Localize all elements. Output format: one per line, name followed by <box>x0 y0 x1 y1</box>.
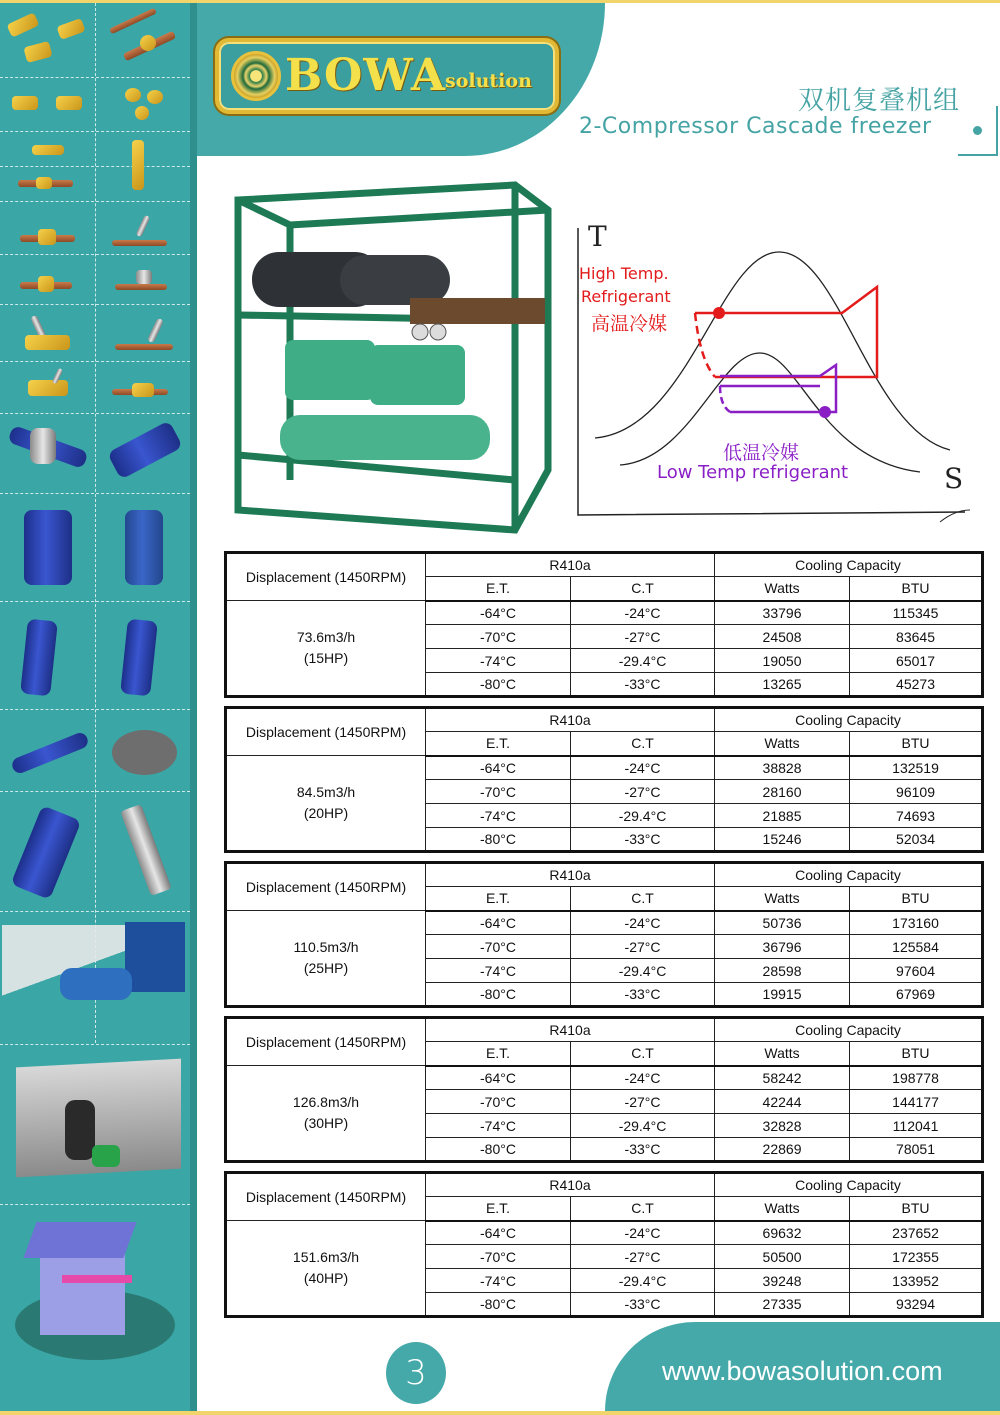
btu-cell: 112041 <box>850 1114 983 1138</box>
ct-cell: -24°C <box>571 1066 715 1090</box>
et-cell: -80°C <box>426 1293 571 1317</box>
btu-cell: 52034 <box>850 828 983 852</box>
container-roof-icon <box>23 1222 136 1258</box>
watts-cell: 33796 <box>715 601 850 625</box>
watts-cell: 19915 <box>715 983 850 1007</box>
page-number-badge: 3 <box>386 1342 446 1404</box>
table-row <box>226 1221 983 1245</box>
sight-glass-cap-icon <box>147 90 163 104</box>
table-row <box>226 601 983 625</box>
et-cell: -70°C <box>426 935 571 959</box>
et-header: E.T. <box>426 1197 571 1221</box>
btu-cell: 96109 <box>850 780 983 804</box>
btu-cell: 237652 <box>850 1221 983 1245</box>
ct-cell: -24°C <box>571 911 715 935</box>
et-cell: -74°C <box>426 1269 571 1293</box>
model-displacement: 110.5m3/h <box>293 939 359 955</box>
et-cell: -64°C <box>426 911 571 935</box>
et-cell: -64°C <box>426 1221 571 1245</box>
btu-header: BTU <box>850 1042 983 1066</box>
displacement-header: Displacement (1450RPM) <box>226 863 426 911</box>
website-link[interactable]: www.bowasolution.com <box>662 1356 943 1386</box>
model-hp: (40HP) <box>303 1270 349 1286</box>
btu-cell: 83645 <box>850 625 983 649</box>
watts-cell: 42244 <box>715 1090 850 1114</box>
et-cell: -74°C <box>426 804 571 828</box>
btu-cell: 125584 <box>850 935 983 959</box>
logo-text: BOWA <box>285 50 447 101</box>
copper-pipe-icon <box>115 344 173 350</box>
ct-cell: -27°C <box>571 935 715 959</box>
sidebar-row <box>0 132 190 167</box>
et-cell: -70°C <box>426 780 571 804</box>
btu-cell: 144177 <box>850 1090 983 1114</box>
et-cell: -70°C <box>426 1245 571 1269</box>
et-cell: -80°C <box>426 1138 571 1162</box>
ball-valve-icon <box>38 229 56 245</box>
watts-cell: 36796 <box>715 935 850 959</box>
et-cell: -80°C <box>426 828 571 852</box>
ct-cell: -29.4°C <box>571 804 715 828</box>
btu-header: BTU <box>850 1197 983 1221</box>
ct-cell: -27°C <box>571 1245 715 1269</box>
bottom-accent-line <box>0 1411 1000 1415</box>
solenoid-icon <box>136 270 152 284</box>
btu-cell: 65017 <box>850 649 983 673</box>
high-temp-label-cn: 高温冷媒 <box>591 313 668 335</box>
model-displacement: 84.5m3/h <box>296 784 356 800</box>
btu-cell: 172355 <box>850 1245 983 1269</box>
condensing-unit-compressor-icon <box>65 1100 95 1160</box>
ct-header: C.T <box>571 577 715 601</box>
sight-glass-icon <box>140 35 156 51</box>
spec-table-40hp <box>224 1171 984 1318</box>
model-hp: (25HP) <box>303 960 349 976</box>
watts-cell: 50500 <box>715 1245 850 1269</box>
ct-cell: -33°C <box>571 1293 715 1317</box>
refrigerant-header: R410a <box>426 1018 715 1042</box>
liquid-receiver-icon <box>125 510 163 585</box>
table-row <box>226 911 983 935</box>
ct-cell: -27°C <box>571 1090 715 1114</box>
btu-header: BTU <box>850 887 983 911</box>
watts-header: Watts <box>715 887 850 911</box>
high-temp-label: High Temp. <box>579 264 669 283</box>
spec-table-30hp <box>224 1016 984 1163</box>
ct-cell: -29.4°C <box>571 1269 715 1293</box>
capacity-header: Cooling Capacity <box>715 1173 983 1197</box>
capacity-header: Cooling Capacity <box>715 708 983 732</box>
capacity-header: Cooling Capacity <box>715 863 983 887</box>
et-cell: -74°C <box>426 649 571 673</box>
btu-cell: 133952 <box>850 1269 983 1293</box>
fan-housing-icon <box>112 730 177 775</box>
displacement-header: Displacement (1450RPM) <box>226 553 426 601</box>
ct-cell: -33°C <box>571 1138 715 1162</box>
btu-cell: 74693 <box>850 804 983 828</box>
watts-cell: 27335 <box>715 1293 850 1317</box>
page-title: 2-Compressor Cascade freezer <box>579 114 932 139</box>
et-cell: -74°C <box>426 959 571 983</box>
refrigerant-header: R410a <box>426 708 715 732</box>
spec-table-25hp <box>224 861 984 1008</box>
btu-cell: 67969 <box>850 983 983 1007</box>
model-cell <box>226 1221 426 1317</box>
copper-pipe-icon <box>115 284 167 290</box>
ct-cell: -29.4°C <box>571 959 715 983</box>
model-cell <box>226 1066 426 1162</box>
et-cell: -80°C <box>426 673 571 697</box>
low-temp-label-cn: 低温冷媒 <box>723 442 800 464</box>
watts-cell: 69632 <box>715 1221 850 1245</box>
et-cell: -70°C <box>426 625 571 649</box>
et-cell: -74°C <box>426 1114 571 1138</box>
et-cell: -70°C <box>426 1090 571 1114</box>
watts-cell: 19050 <box>715 649 850 673</box>
pump-icon <box>92 1145 120 1167</box>
model-hp: (20HP) <box>303 805 349 821</box>
refrigerant-header: R410a <box>426 1173 715 1197</box>
product-photo <box>230 180 555 540</box>
sidebar-row <box>0 305 190 362</box>
solenoid-valve-icon <box>28 380 68 396</box>
solenoid-valve-icon <box>25 335 70 350</box>
sidebar-row <box>0 255 190 305</box>
compressor-rack-box-icon <box>125 922 185 992</box>
et-header: E.T. <box>426 1042 571 1066</box>
container-band-icon <box>62 1275 132 1283</box>
ct-cell: -29.4°C <box>571 649 715 673</box>
fitting-icon <box>36 177 52 189</box>
ct-header: C.T <box>571 1042 715 1066</box>
watts-cell: 24508 <box>715 625 850 649</box>
brand-logo <box>215 38 559 114</box>
ct-cell: -29.4°C <box>571 1114 715 1138</box>
high-temp-label-2: Refrigerant <box>581 287 671 306</box>
sight-glass-cap-icon <box>125 88 141 102</box>
et-cell: -64°C <box>426 1066 571 1090</box>
model-hp: (30HP) <box>303 1115 349 1131</box>
watts-cell: 28160 <box>715 780 850 804</box>
copper-pipe-icon <box>112 240 167 246</box>
refrigerant-header: R410a <box>426 863 715 887</box>
displacement-header: Displacement (1450RPM) <box>226 1173 426 1221</box>
ts-cascade-diagram <box>570 210 990 530</box>
displacement-header: Displacement (1450RPM) <box>226 708 426 756</box>
ct-cell: -24°C <box>571 601 715 625</box>
ct-header: C.T <box>571 1197 715 1221</box>
axis-s-label: S <box>944 462 964 495</box>
expansion-valve-icon <box>132 140 144 190</box>
btu-cell: 93294 <box>850 1293 983 1317</box>
ct-cell: -33°C <box>571 828 715 852</box>
et-header: E.T. <box>426 732 571 756</box>
low-temp-label: Low Temp refrigerant <box>657 462 849 483</box>
watts-header: Watts <box>715 577 850 601</box>
ct-cell: -27°C <box>571 625 715 649</box>
title-bracket-decoration <box>958 106 998 156</box>
btu-header: BTU <box>850 732 983 756</box>
axis-t-label: T <box>588 220 607 253</box>
watts-cell: 50736 <box>715 911 850 935</box>
watts-cell: 32828 <box>715 1114 850 1138</box>
btu-cell: 198778 <box>850 1066 983 1090</box>
ct-cell: -33°C <box>571 983 715 1007</box>
btu-cell: 132519 <box>850 756 983 780</box>
displacement-header: Displacement (1450RPM) <box>226 1018 426 1066</box>
btu-cell: 115345 <box>850 601 983 625</box>
ct-cell: -24°C <box>571 1221 715 1245</box>
sight-glass-cap-icon <box>135 106 149 120</box>
filter-icon <box>32 145 64 155</box>
watts-cell: 13265 <box>715 673 850 697</box>
table-row <box>226 1066 983 1090</box>
btu-cell: 78051 <box>850 1138 983 1162</box>
watts-cell: 58242 <box>715 1066 850 1090</box>
sight-glass-icon <box>56 96 82 110</box>
et-header: E.T. <box>426 577 571 601</box>
ct-cell: -24°C <box>571 756 715 780</box>
btu-header: BTU <box>850 577 983 601</box>
ball-valve-icon <box>38 276 54 292</box>
model-displacement: 126.8m3/h <box>292 1094 360 1110</box>
et-cell: -64°C <box>426 756 571 780</box>
watts-header: Watts <box>715 732 850 756</box>
page-title-chinese: 双机复叠机组 <box>797 86 960 116</box>
spec-table-20hp <box>224 706 984 853</box>
et-header: E.T. <box>426 887 571 911</box>
solenoid-valve-icon <box>132 383 154 397</box>
btu-cell: 45273 <box>850 673 983 697</box>
watts-cell: 28598 <box>715 959 850 983</box>
model-cell <box>226 601 426 697</box>
model-cell <box>226 911 426 1007</box>
compressor-icon <box>60 968 132 1000</box>
btu-cell: 173160 <box>850 911 983 935</box>
logo-subtext: solution <box>445 70 532 92</box>
watts-cell: 22869 <box>715 1138 850 1162</box>
capacity-header: Cooling Capacity <box>715 553 983 577</box>
et-cell: -80°C <box>426 983 571 1007</box>
ct-header: C.T <box>571 732 715 756</box>
btu-cell: 97604 <box>850 959 983 983</box>
logo-emblem-icon <box>231 51 281 101</box>
watts-cell: 21885 <box>715 804 850 828</box>
ct-cell: -33°C <box>571 673 715 697</box>
sight-glass-icon <box>12 96 38 110</box>
ct-cell: -27°C <box>571 780 715 804</box>
refrigerant-header: R410a <box>426 553 715 577</box>
watts-cell: 39248 <box>715 1269 850 1293</box>
model-displacement: 151.6m3/h <box>292 1249 360 1265</box>
table-row <box>226 756 983 780</box>
model-hp: (15HP) <box>303 650 349 666</box>
oil-separator-icon <box>30 428 56 464</box>
watts-cell: 15246 <box>715 828 850 852</box>
liquid-receiver-icon <box>24 510 72 585</box>
watts-cell: 38828 <box>715 756 850 780</box>
sidebar-edge <box>190 3 197 1411</box>
model-cell <box>226 756 426 852</box>
capacity-header: Cooling Capacity <box>715 1018 983 1042</box>
spec-table-15hp <box>224 551 984 698</box>
model-displacement: 73.6m3/h <box>296 629 356 645</box>
sidebar-row <box>0 202 190 255</box>
watts-header: Watts <box>715 1197 850 1221</box>
ct-header: C.T <box>571 887 715 911</box>
et-cell: -64°C <box>426 601 571 625</box>
watts-header: Watts <box>715 1042 850 1066</box>
